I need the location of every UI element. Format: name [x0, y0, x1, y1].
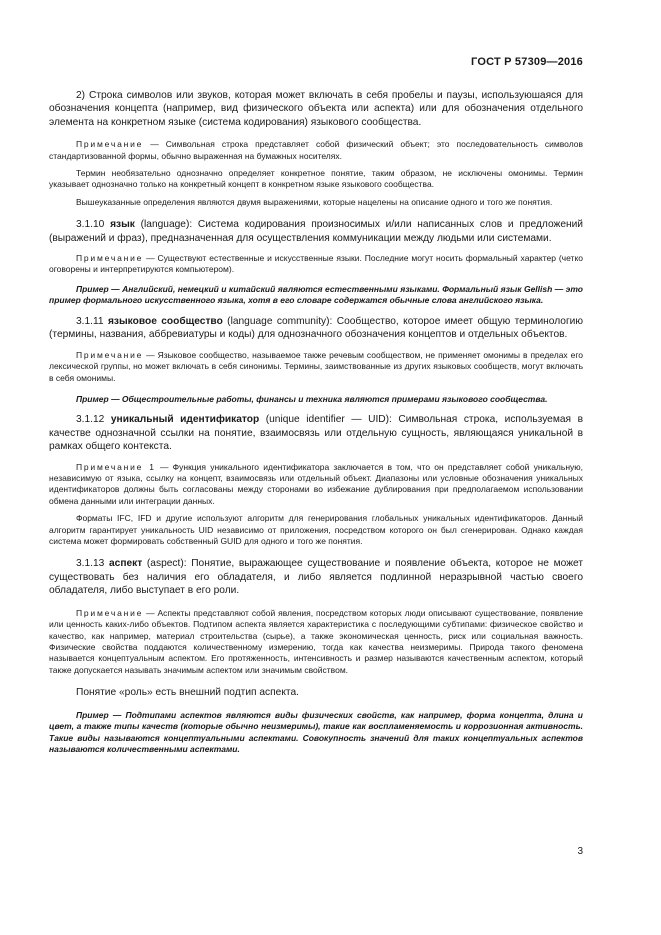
paragraph-string-definition: 2) Строка символов или звуков, которая может включать в себя пробелы и паузы, используюшаяся для обозначения концепта (например, вид физического объекта или аспекта) или для обозначения отдельного элемента на конкретном языке (система кодирования) языкового сообщества.	[49, 90, 583, 128]
note-unique-identifier	[49, 462, 583, 508]
document-header: ГОСТ Р 57309—2016	[471, 56, 583, 68]
term-name: аспект	[109, 558, 143, 570]
note-label: Примечание	[76, 607, 144, 618]
note-text: — Существуют естественные и искусственные языки. Последние могут носить формальный характер (четко оговорены и интерпретируются компьютером).	[49, 253, 583, 275]
note-label: Примечание 1	[76, 461, 156, 472]
paragraph-role: Понятие «роль» есть внешний подтип аспекта.	[76, 687, 299, 699]
note-term-homonyms: Термин необязательно однозначно определяет конкретное понятие, таким образом, не исключены омонимы. Термин указывает однозначно только на конкретный концепт в конкретном языке языкового сообщества.	[49, 168, 583, 190]
note-text: — Аспекты представляют собой явления, посредством которых люди описывают существование, появление или ценность каких-либо объектов. Подтипом аспекта является характеристика с последующими субтипами: физическое свойство и качество, как например, материал строительства (сырье), а также экономическая ценность, риск или социальная важность. Физические свойства поддаются количественному измерению, тогда как качества неизмеримы. Природа такого феномена называется концептуальным аспектом. Его протяженность, интенсивность и размер называются качественным аспектом, который также допускается называть значимым аспектом или значимым свойством.	[49, 607, 583, 675]
note-text: — Функция уникального идентификатора заключается в том, что он представляет собой уникальную, независимую от языка, ссылку на концепт, взаимосвязь или отдельный объект. Диапазоны или условные обозначения уникальных идентификаторов должны быть согласованы между сторонами во избежание дублирования при предполагаемом использовании обмена данными или интеграции данных.	[49, 461, 583, 506]
note-symbol-string	[49, 139, 583, 162]
note-label: Примечание	[76, 253, 144, 264]
document-body	[49, 89, 583, 756]
note-label: Примечание	[76, 139, 144, 150]
term-definition: (unique identifier — UID): Символьная строка, используемая в качестве однозначной ссылки на понятие, взаимосвязь или отдельную сущность, являющаяся уникальной в рамках общего контекста.	[49, 414, 583, 453]
term-definition: (language community): Сообщество, которое имеет общую терминологию (термины, названия, аббревиатуры и коды) для однозначного обозначения концептов и отдельных объектов.	[49, 315, 584, 341]
note-text: — Символьная строка представляет собой физический объект; это последовательность символов стандартизованной формы, обычно выраженная на бумажных носителях.	[49, 139, 583, 161]
note-label: Примечание	[76, 349, 144, 360]
example-language-communities: Пример — Общестроительные работы, финансы и техника являются примерами языкового сообщества.	[76, 393, 548, 404]
term-number: 3.1.11	[76, 315, 108, 327]
term-name: языковое сообщество	[107, 315, 223, 327]
note-language	[49, 253, 583, 276]
term-number: 3.1.12	[76, 414, 111, 426]
term-name: язык	[110, 219, 135, 231]
note-aspect	[49, 608, 583, 676]
example-languages: Пример — Английский, немецкий и китайский являются естественными языками. Формальный язык Gellish — это пример формального искусственного языка, хотя в его словаре содержатся обычные слова английского языка.	[49, 283, 583, 306]
term-number: 3.1.13	[76, 558, 109, 570]
term-3-1-12-unique-identifier	[49, 413, 583, 453]
term-definition: (language): Система кодирования произносимых и/или написанных слов и предложений (выражений и фраз), предназначенная для осуществления коммуникации между людьми или системами.	[49, 219, 584, 244]
example-aspects: Пример — Подтипами аспектов являются виды физических свойств, как например, форма концепта, длина и цвет, а также типы качеств (которые обычно неизмеримы), такие как воспламеняемость и коррозионная активность. Такие виды называются концептуальными аспектами. Совокупность значений для таких концептуальных аспектов называются количественными аспектами.	[49, 709, 583, 755]
page-number: 3	[577, 846, 583, 857]
term-3-1-10-language	[49, 218, 583, 245]
note-two-expressions: Вышеуказанные определения являются двумя выражениями, которые нацелены на описание одного и того же понятия.	[76, 196, 553, 207]
term-3-1-13-aspect	[49, 557, 583, 597]
note-text: — Языковое сообщество, называемое также речевым сообществом, не применяет омонимы в пределах его лексической группы, но может включать в себя синонимы. Термины, заимствованные из других языковых сообществ, могут включать в себя омонимы.	[49, 349, 583, 383]
term-3-1-11-language-community	[49, 315, 583, 342]
term-name: уникальный идентификатор	[110, 414, 260, 426]
note-formats-guid: Форматы IFC, IFD и другие используют алгоритм для генерирования глобальных уникальных идентификаторов. Данный алгоритм гарантирует уникальность UID независимо от приложения, посредством которого он был сгенерирован. Однако каждая система может формировать собственный GUID для одного и того же понятия.	[49, 513, 583, 547]
term-number: 3.1.10	[76, 219, 111, 231]
note-language-community	[49, 350, 583, 384]
term-definition: (aspect): Понятие, выражающее существование и появление объекта, которое не может существовать без наличия его обладателя, и либо является подлинной неразрывной частью своего обладателя, либо выступает в его роли.	[49, 558, 583, 597]
